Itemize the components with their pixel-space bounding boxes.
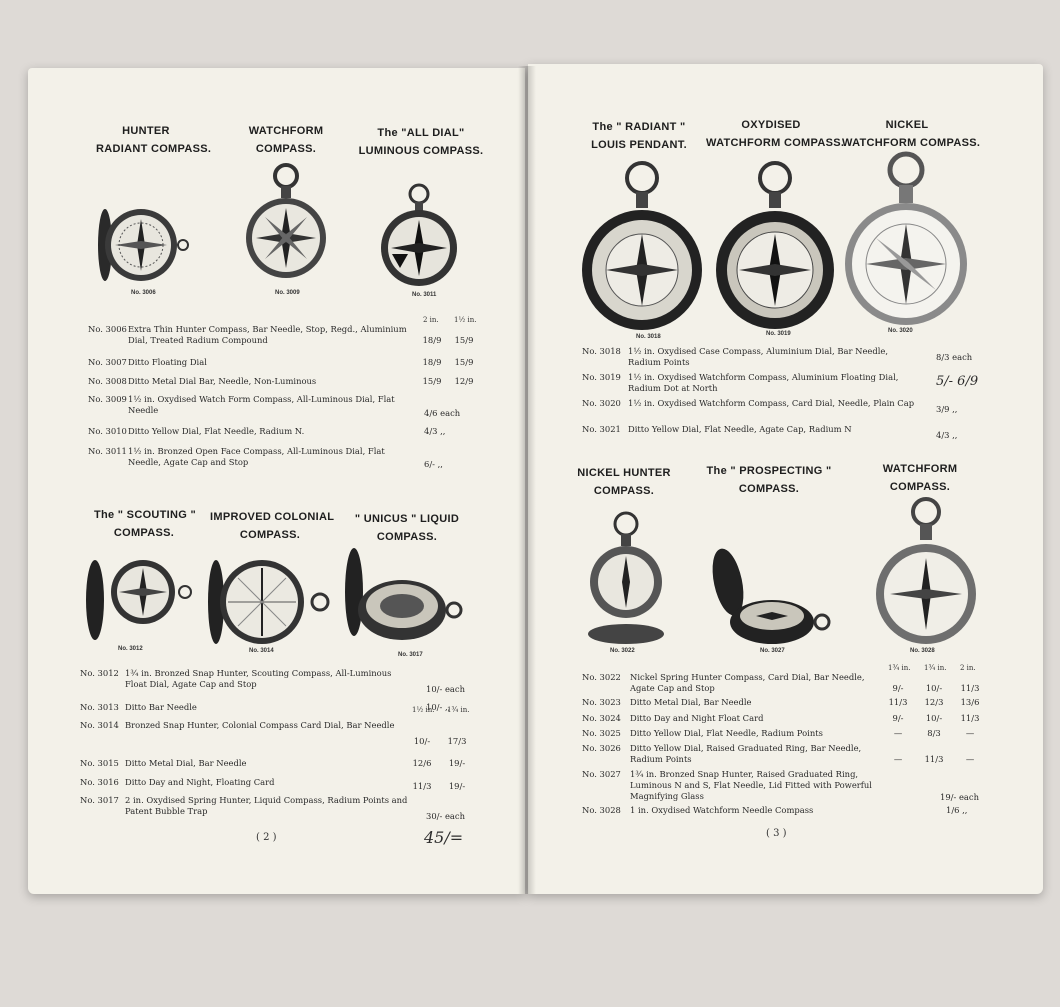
item-description: 1½ in. Bronzed Open Face Compass, All-Luminous Dial, Flat Needle, Agate Cap and Stop bbox=[128, 446, 385, 467]
heading-prospecting: The " PROSPECTING " COMPASS. bbox=[706, 465, 832, 495]
price-handwritten: 5/- 6/9 bbox=[936, 374, 979, 389]
fig-3019: No. 3019 bbox=[766, 331, 791, 337]
item-number: No. 3027 bbox=[582, 769, 621, 779]
price: 4/3 ,, bbox=[936, 430, 958, 440]
size-header-b: 1¾ in. bbox=[924, 664, 947, 672]
price: 1/6 ,, bbox=[946, 805, 968, 815]
size-header-2in: 2 in. bbox=[423, 316, 439, 324]
item-description: Nickel Spring Hunter Compass, Card Dial, Bar Needle, Agate Cap and Stop bbox=[630, 672, 865, 693]
fig-3009: No. 3009 bbox=[275, 290, 300, 296]
item-description: Ditto Yellow Dial, Flat Needle, Radium Points bbox=[630, 728, 823, 738]
hunter-compass-illustration bbox=[95, 205, 195, 287]
size-header-1-5in: 1½ in. bbox=[454, 316, 477, 324]
fig-3022: No. 3022 bbox=[610, 648, 635, 654]
all-dial-compass-illustration bbox=[378, 182, 460, 288]
price-a: 9/- bbox=[892, 713, 904, 723]
heading-colonial: IMPROVED COLONIAL COMPASS. bbox=[210, 511, 335, 541]
colonial-compass-illustration bbox=[206, 558, 332, 646]
item-description: 1 in. Oxydised Watchform Needle Compass bbox=[630, 805, 814, 815]
price-1-5in: 15/9 bbox=[454, 335, 474, 345]
price-1-75in: 19/- bbox=[448, 758, 466, 768]
price-c: 11/3 bbox=[960, 713, 980, 723]
item-number: No. 3012 bbox=[80, 668, 119, 678]
item-number: No. 3026 bbox=[582, 743, 621, 753]
item-description: 1½ in. Oxydised Watchform Compass, Aluminium Floating Dial, Radium Dot at North bbox=[628, 372, 899, 393]
fig-3017: No. 3017 bbox=[398, 652, 423, 658]
price-b: 10/- bbox=[925, 683, 943, 693]
price-c: — bbox=[965, 754, 975, 764]
item-number: No. 3015 bbox=[80, 758, 119, 768]
item-description: 1¾ in. Bronzed Snap Hunter, Scouting Compass, All-Luminous Float Dial, Agate Cap and Stop bbox=[125, 668, 392, 689]
size-header-1-75in: 1¾ in. bbox=[447, 706, 470, 714]
item-number: No. 3006 bbox=[88, 324, 127, 334]
item-number: No. 3010 bbox=[88, 426, 127, 436]
fig-3014: No. 3014 bbox=[249, 648, 274, 654]
item-description: Ditto Day and Night Float Card bbox=[630, 713, 764, 723]
price-1-5in: 12/9 bbox=[454, 376, 474, 386]
item-number: No. 3018 bbox=[582, 346, 621, 356]
item-description: Ditto Bar Needle bbox=[125, 702, 197, 712]
item-number: No. 3022 bbox=[582, 672, 621, 682]
price: 4/3 ,, bbox=[424, 426, 446, 436]
item-description: Bronzed Snap Hunter, Colonial Compass Card Dial, Bar Needle bbox=[125, 720, 395, 730]
price-2in: 15/9 bbox=[422, 376, 442, 386]
price-1-5in: 11/3 bbox=[412, 781, 432, 791]
size-header-1-5in: 1½ in. bbox=[412, 706, 435, 714]
price: 19/- each bbox=[940, 792, 980, 802]
item-description: Ditto Day and Night, Floating Card bbox=[125, 777, 275, 787]
fig-3012: No. 3012 bbox=[118, 646, 143, 652]
item-description: 2 in. Oxydised Spring Hunter, Liquid Compass, Radium Points and Patent Bubble Trap bbox=[125, 795, 408, 816]
item-number: No. 3007 bbox=[88, 357, 127, 367]
item-description: 1½ in. Oxydised Watch Form Compass, All-Luminous Dial, Flat Needle bbox=[128, 394, 395, 415]
price-b: 8/3 bbox=[927, 728, 941, 738]
heading-nickel-hunter: NICKEL HUNTER COMPASS. bbox=[577, 467, 671, 497]
item-number: No. 3014 bbox=[80, 720, 119, 730]
price-2in: 18/9 bbox=[422, 335, 442, 345]
price-1-5in: 10/- bbox=[413, 736, 431, 746]
item-description: 1½ in. Oxydised Case Compass, Aluminium Dial, Bar Needle, Radium Points bbox=[628, 346, 889, 367]
item-description: 1¾ in. Bronzed Snap Hunter, Raised Graduated Ring, Luminous N and S, Flat Needle, Lid Fitted with Powerful Magnifying Glass bbox=[630, 769, 872, 801]
watchform-compass-right-illustration bbox=[874, 496, 978, 646]
item-description: Ditto Metal Dial Bar, Needle, Non-Luminous bbox=[128, 376, 317, 386]
price-c: 11/3 bbox=[960, 683, 980, 693]
price-b: 11/3 bbox=[924, 754, 944, 764]
fig-3028: No. 3028 bbox=[910, 648, 935, 654]
item-description: Ditto Yellow Dial, Flat Needle, Radium N. bbox=[128, 426, 305, 436]
item-description: Ditto Metal Dial, Bar Needle bbox=[630, 697, 752, 707]
item-number: No. 3008 bbox=[88, 376, 127, 386]
handwritten-price-note: 45/= bbox=[424, 828, 464, 847]
watchform-compass-illustration bbox=[244, 162, 328, 286]
item-number: No. 3016 bbox=[80, 777, 119, 787]
page-number-left: ( 2 ) bbox=[256, 832, 277, 843]
size-header-c: 2 in. bbox=[960, 664, 976, 672]
heading-nickel: NICKEL WATCHFORM COMPASS. bbox=[842, 119, 981, 149]
fig-3020: No. 3020 bbox=[888, 328, 913, 334]
radiant-louis-compass-illustration bbox=[582, 160, 702, 332]
item-number: No. 3017 bbox=[80, 795, 119, 805]
unicus-liquid-compass-illustration bbox=[344, 544, 464, 648]
price-1-75in: 17/3 bbox=[447, 736, 467, 746]
price: 8/3 each bbox=[936, 352, 973, 362]
scouting-compass-illustration bbox=[85, 558, 197, 644]
heading-scouting: The " SCOUTING " COMPASS. bbox=[94, 509, 197, 539]
price-2in: 18/9 bbox=[422, 357, 442, 367]
price-a: 11/3 bbox=[888, 697, 908, 707]
item-description: Ditto Floating Dial bbox=[128, 357, 207, 367]
price: 6/- ,, bbox=[424, 459, 443, 469]
price-a: — bbox=[893, 728, 903, 738]
item-description: Ditto Yellow Dial, Flat Needle, Agate Cap, Radium N bbox=[628, 424, 852, 434]
price-c: 13/6 bbox=[960, 697, 980, 707]
item-number: No. 3021 bbox=[582, 424, 621, 434]
fig-3006: No. 3006 bbox=[131, 290, 156, 296]
fig-3027: No. 3027 bbox=[760, 648, 785, 654]
item-description: Ditto Metal Dial, Bar Needle bbox=[125, 758, 247, 768]
heading-radiant-louis: The " RADIANT " LOUIS PENDANT. bbox=[591, 121, 687, 151]
price: 10/- ,, bbox=[426, 702, 451, 712]
item-number: No. 3019 bbox=[582, 372, 621, 382]
price-c: — bbox=[965, 728, 975, 738]
heading-watchform: WATCHFORM COMPASS. bbox=[248, 125, 324, 155]
item-number: No. 3025 bbox=[582, 728, 621, 738]
price: 4/6 each bbox=[424, 408, 461, 418]
price-a: 9/- bbox=[892, 683, 904, 693]
nickel-hunter-compass-illustration bbox=[586, 510, 666, 646]
item-description: 1½ in. Oxydised Watchform Compass, Card Dial, Needle, Plain Cap bbox=[628, 398, 915, 408]
item-number: No. 3028 bbox=[582, 805, 621, 815]
price-b: 10/- bbox=[925, 713, 943, 723]
item-number: No. 3020 bbox=[582, 398, 621, 408]
heading-oxydised: OXYDISED WATCHFORM COMPASS. bbox=[706, 119, 845, 149]
item-description: Extra Thin Hunter Compass, Bar Needle, Stop, Regd., Aluminium Dial, Treated Radium Compound bbox=[128, 324, 407, 345]
price-b: 12/3 bbox=[924, 697, 944, 707]
page-number-right: ( 3 ) bbox=[766, 828, 787, 839]
price: 30/- each bbox=[426, 811, 466, 821]
fig-3018: No. 3018 bbox=[636, 334, 661, 340]
heading-watchform-right: WATCHFORM COMPASS. bbox=[882, 463, 958, 493]
book-gutter bbox=[518, 66, 536, 894]
item-number: No. 3011 bbox=[88, 446, 127, 456]
nickel-watchform-compass-illustration bbox=[844, 150, 968, 326]
heading-all-dial: The "ALL DIAL" LUMINOUS COMPASS. bbox=[358, 127, 484, 157]
price-1-5in: 15/9 bbox=[454, 357, 474, 367]
fig-3011: No. 3011 bbox=[412, 292, 437, 298]
price: 3/9 ,, bbox=[936, 404, 958, 414]
item-number: No. 3023 bbox=[582, 697, 621, 707]
price-a: — bbox=[893, 754, 903, 764]
prospecting-compass-illustration bbox=[710, 546, 832, 646]
price-1-5in: 12/6 bbox=[412, 758, 432, 768]
item-number: No. 3009 bbox=[88, 394, 127, 404]
oxydised-watchform-compass-illustration bbox=[714, 160, 836, 330]
price: 10/- each bbox=[426, 684, 466, 694]
item-description: Ditto Yellow Dial, Raised Graduated Ring, Bar Needle, Radium Points bbox=[630, 743, 862, 764]
item-number: No. 3013 bbox=[80, 702, 119, 712]
item-number: No. 3024 bbox=[582, 713, 621, 723]
heading-unicus: " UNICUS " LIQUID COMPASS. bbox=[354, 513, 460, 543]
price-1-75in: 19/- bbox=[448, 781, 466, 791]
size-header-a: 1¾ in. bbox=[888, 664, 911, 672]
heading-hunter-radiant: HUNTER RADIANT COMPASS. bbox=[96, 125, 212, 155]
